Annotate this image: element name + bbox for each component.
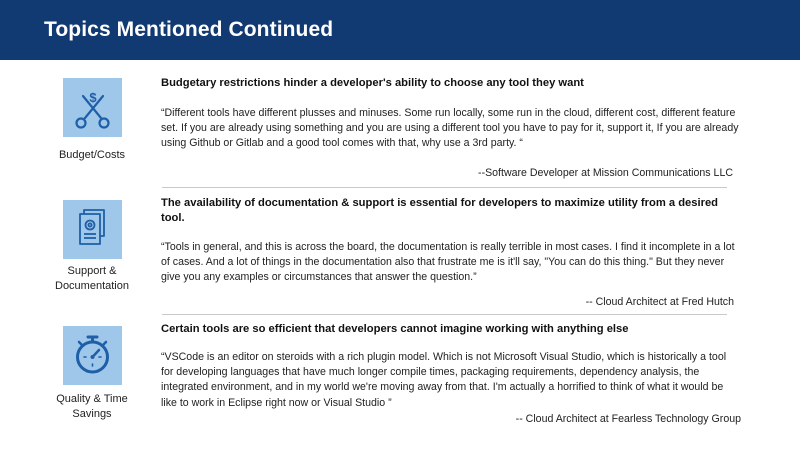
scissors-dollar-icon [63,78,122,137]
section-label: Quality & Time Savings [56,393,128,420]
section-quote: “Different tools have different plusses and minuses. Some run locally, some run in the cloud, different cost, different feature set. If you are already using something and you are using a different tool you have to pay for it, support it, If you are already using Github or Gitlab and a good tool comes with that, why use a 3rd party. “ [161,107,739,150]
section-label: Budget/Costs [58,149,126,161]
svg-text:$: $ [89,90,97,105]
section-title: Certain tools are so efficient that developers cannot imagine working with anything else [161,323,629,335]
header-bar [0,0,800,60]
section-label: Support & Documentation [55,265,129,292]
section-title: Budgetary restrictions hinder a developer's ability to choose any tool they want [161,77,584,89]
section-attribution: -- Cloud Architect at Fred Hutch [585,296,734,308]
section-attribution: --Software Developer at Mission Communications LLC [478,167,733,179]
section-attribution: -- Cloud Architect at Fearless Technology Group [515,413,741,425]
section-quote: “Tools in general, and this is across the board, the documentation is really terrible in most cases. I find it incomplete in a lot of cases. And a lot of things in the documentation also that frustrate me is it'll say, "You can do this thing." But they never give you any examples or circumstances that answer the question.” [161,241,735,284]
divider [162,314,727,315]
stopwatch-icon [63,326,122,385]
section-title: The availability of documentation & support is essential for developers to maximize utility from a desired tool. [161,197,719,224]
section-quote: “VSCode is an editor on steroids with a rich plugin model. Which is not Microsoft Visual Studio, which is historically a tool for developing languages that have much longer compile times, packaging requirements, dependency analysis, the integrated environment, and in my world we're moving away from that. I'm actually a horrified to think of what it would be like to work in Eclipse right now or Visual Studio ” [161,351,727,409]
divider [162,187,727,188]
documents-gear-icon [63,200,122,259]
page-title: Topics Mentioned Continued [44,18,334,41]
